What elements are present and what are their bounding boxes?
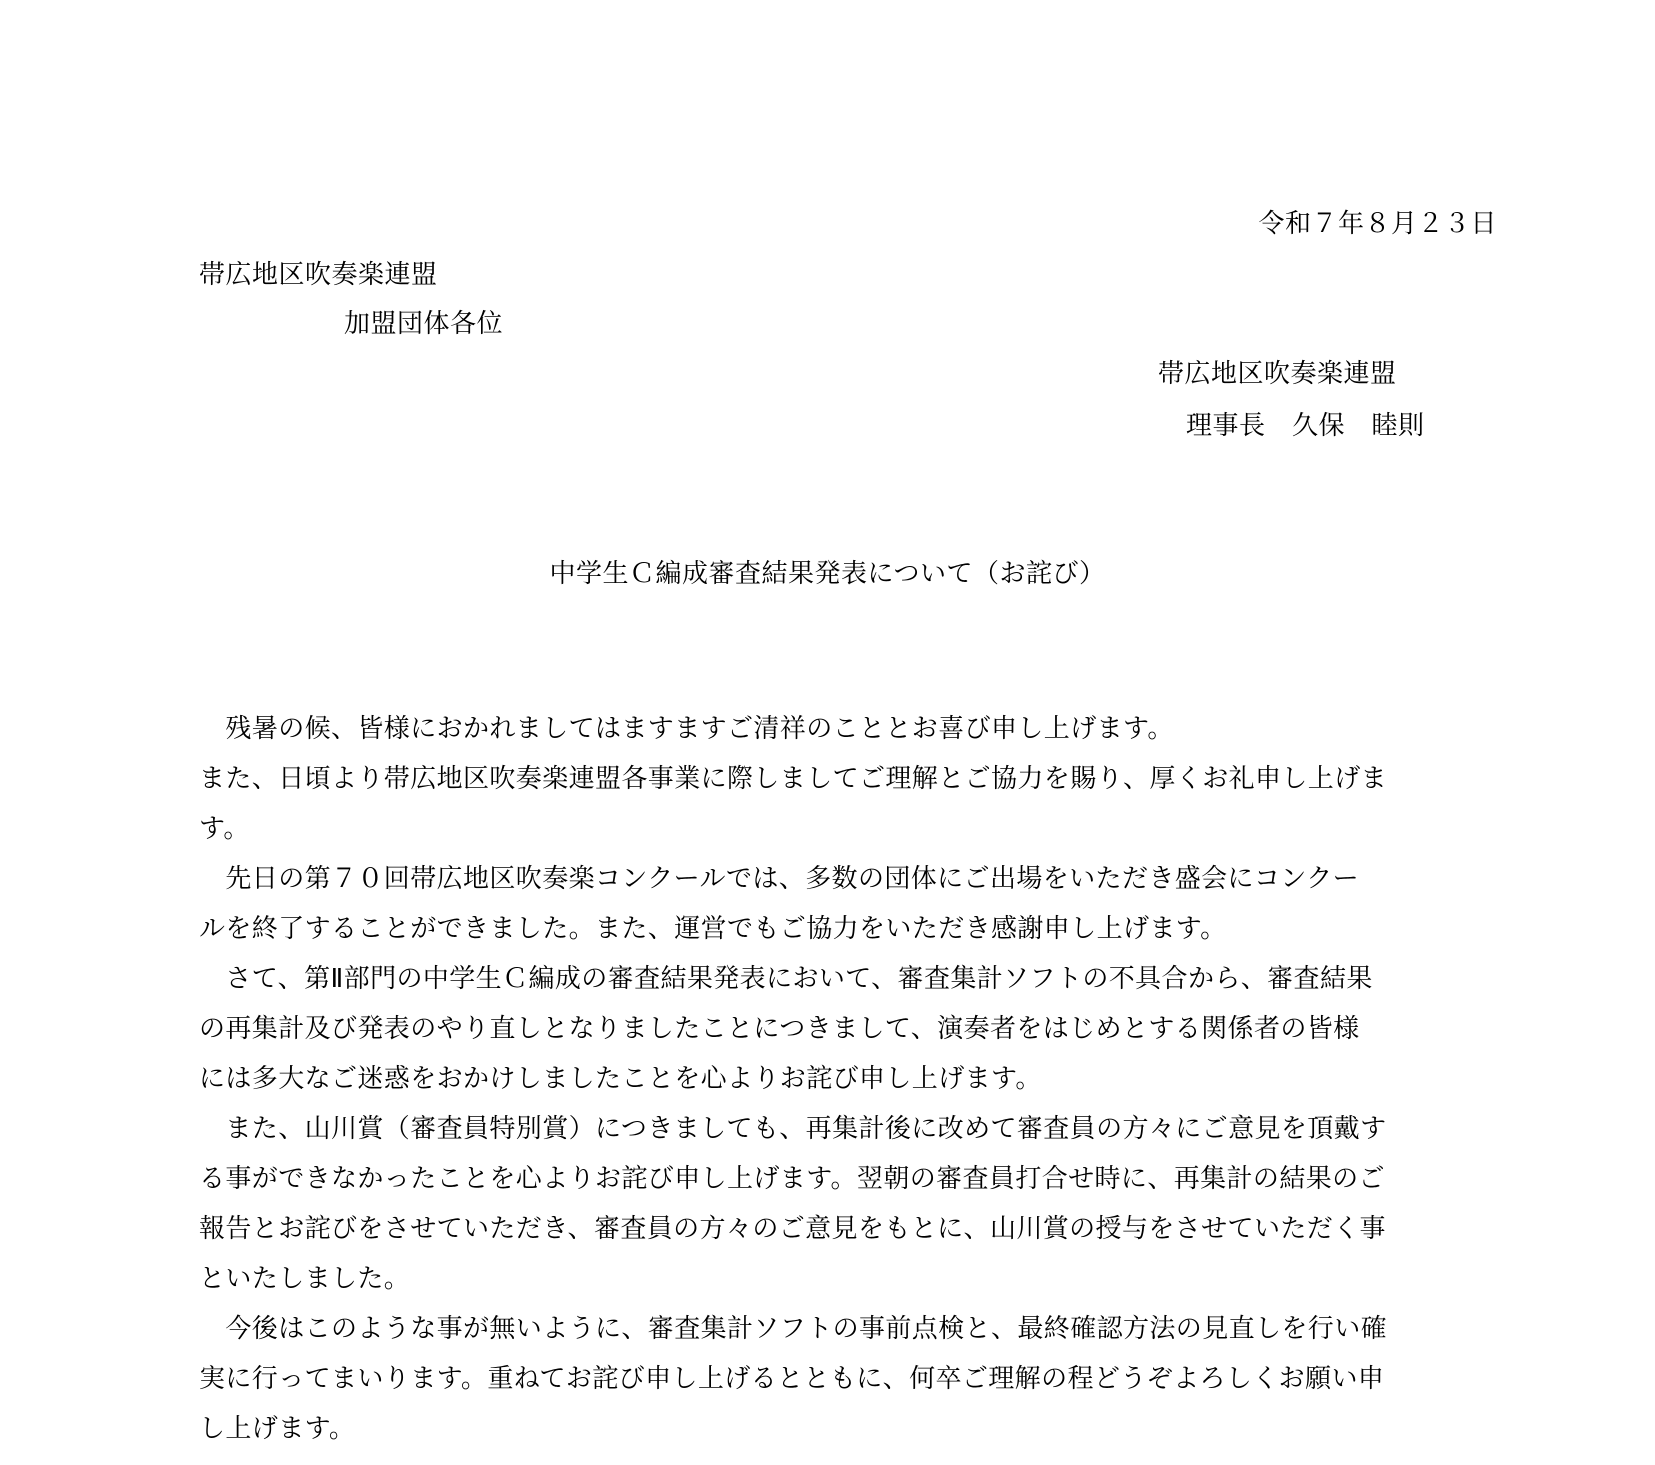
body-line: 残暑の候、皆様におかれましてはますますご清祥のこととお喜び申し上げます。	[199, 714, 1174, 744]
body-line: また、日頃より帯広地区吹奏楽連盟各事業に際しましてご理解とご協力を賜り、厚くお礼申し上げま	[199, 764, 1388, 794]
body-line: 今後はこのような事が無いように、審査集計ソフトの事前点検と、最終確認方法の見直しを行い確	[199, 1314, 1388, 1344]
body-line: には多大なご迷惑をおかけしましたことを心よりお詫び申し上げます。	[199, 1064, 1042, 1094]
sender-chair: 理事長 久保 睦則	[1186, 411, 1425, 441]
body-line: さて、第Ⅱ部門の中学生Ｃ編成の審査結果発表において、審査集計ソフトの不具合から、審査結果	[199, 964, 1373, 994]
body-line: し上げます。	[199, 1414, 356, 1444]
body-line: す。	[199, 814, 250, 844]
recipient-members: 加盟団体各位	[344, 309, 504, 339]
body-line: 報告とお詫びをさせていただき、審査員の方々のご意見をもとに、山川賞の授与をさせていただく事	[199, 1214, 1386, 1244]
letter-subject: 中学生Ｃ編成審査結果発表について（お詫び）	[549, 559, 1106, 589]
letter-date: 令和７年８月２３日	[1258, 209, 1497, 239]
body-line: 実に行ってまいります。重ねてお詫び申し上げるとともに、何卒ご理解の程どうぞよろしくお願い申	[199, 1364, 1385, 1394]
body-line: といたしました。	[199, 1264, 411, 1294]
body-line: の再集計及び発表のやり直しとなりましたことにつきまして、演奏者をはじめとする関係者の皆様	[199, 1014, 1360, 1044]
letter-body	[199, 713, 1503, 1463]
sender-organization: 帯広地区吹奏楽連盟	[1158, 359, 1397, 389]
body-line: ルを終了することができました。また、運営でもご協力をいただき感謝申し上げます。	[199, 914, 1227, 944]
body-line: る事ができなかったことを心よりお詫び申し上げます。翌朝の審査員打合せ時に、再集計の結果のご	[199, 1164, 1385, 1194]
recipient-organization: 帯広地区吹奏楽連盟	[199, 260, 438, 290]
body-line: 先日の第７０回帯広地区吹奏楽コンクールでは、多数の団体にご出場をいただき盛会にコンクー	[199, 864, 1360, 894]
body-line: また、山川賞（審査員特別賞）につきましても、再集計後に改めて審査員の方々にご意見を頂戴す	[199, 1114, 1387, 1144]
